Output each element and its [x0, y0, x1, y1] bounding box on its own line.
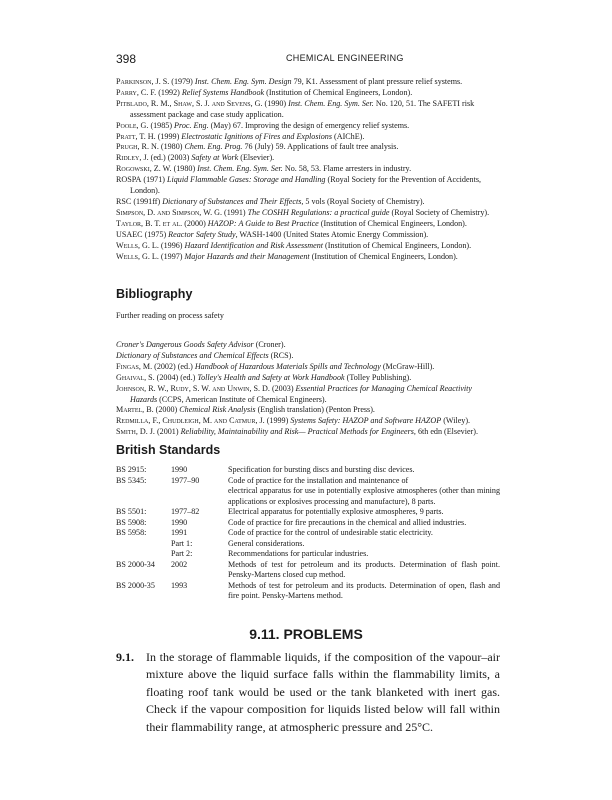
reference-author: Wells, G. L. — [116, 251, 159, 261]
problems-heading: 9.11. PROBLEMS — [249, 626, 363, 642]
reference-author: Parry, C. F. — [116, 87, 157, 97]
reference-ital: Systems Safety: HAZOP and Software HAZOP — [290, 416, 442, 426]
reference-author: Taylor, B. T. et al. — [116, 218, 183, 228]
reference-ital: Hazard Identification and Risk Assessment — [184, 240, 323, 250]
reference-ital: Inst. Chem. Eng. Sym. Ser. — [288, 98, 374, 108]
reference-rest: (1979) — [169, 77, 195, 86]
reference-list — [116, 77, 500, 262]
standard-year: 1993 — [171, 580, 188, 590]
reference-tail: (Elsevier). — [238, 153, 275, 163]
reference-ital: Liquid Flammable Gases: Storage and Handling — [166, 175, 326, 185]
reference-ital: Inst. Chem. Eng. Sym. Ser. — [197, 164, 283, 174]
standard-year: 1977–82 — [171, 507, 200, 516]
reference-entry — [116, 340, 500, 351]
reference-tail: (Institution of Chemical Engineers, London). — [309, 251, 458, 261]
standard-row — [116, 518, 500, 529]
reference-entry — [116, 153, 500, 164]
standard-row — [116, 476, 500, 487]
reference-author: Fingas, M. — [116, 361, 153, 371]
reference-author: Poole, G. — [116, 120, 149, 130]
standard-row — [116, 581, 500, 602]
reference-ital: Safety at Work — [191, 153, 239, 163]
standard-row — [116, 528, 500, 539]
reference-rest: (2004) (ed.) — [154, 372, 198, 382]
reference-rest: (2000) — [182, 218, 208, 228]
reference-tail: No. 58, 53. Flame arresters in industry. — [282, 164, 412, 174]
reference-entry — [116, 362, 500, 373]
standard-row — [116, 507, 500, 518]
reference-entry — [116, 241, 500, 252]
reference-entry — [116, 142, 500, 153]
reference-tail: (Royal Society of Chemistry). — [389, 207, 490, 217]
reference-entry — [116, 351, 500, 362]
standard-year: 1990 — [171, 517, 188, 527]
reference-entry — [116, 99, 500, 121]
standard-row — [116, 486, 500, 507]
reference-tail: , WASH-1400 (United States Atomic Energy Commission). — [235, 229, 429, 239]
reference-ital: Tolley's Health and Safety at Work Handbook — [197, 372, 345, 382]
reference-rest: (1975) — [142, 229, 169, 239]
page-header — [116, 52, 496, 67]
reference-tail: (McGraw-Hill). — [380, 361, 435, 371]
standard-row — [116, 549, 500, 560]
reference-tail: (Institution of Chemical Engineers, London). — [323, 240, 472, 250]
standard-code: BS 2000-35 — [116, 580, 155, 590]
standard-desc: General considerations. — [228, 538, 305, 548]
reference-tail: (May) 67. Improving the design of emergency relief systems. — [208, 120, 410, 130]
standard-year: Part 1: — [171, 538, 193, 548]
reference-entry — [116, 384, 500, 406]
problem-9-1 — [116, 649, 500, 736]
reference-entry — [116, 208, 500, 219]
reference-ital: Inst. Chem. Eng. Sym. Design — [194, 77, 292, 86]
reference-ital: The COSHH Regulations: a practical guide — [247, 207, 390, 217]
standard-desc: Electrical apparatus for potentially explosive atmospheres, 9 parts. — [228, 507, 444, 516]
reference-author: Pratt, T. H. — [116, 131, 156, 141]
standard-desc: Specification for bursting discs and bursting disc devices. — [228, 465, 415, 474]
standard-desc: Methods of test for petroleum and its products. Determination of flash point. Pensky-Martens closed cup method. — [228, 559, 500, 579]
reference-entry — [116, 427, 500, 438]
standard-code: BS 5501: — [116, 507, 147, 516]
reference-rest: (1992) — [156, 87, 182, 97]
reference-tail: (Croner). — [253, 340, 286, 349]
standard-code: BS 2915: — [116, 465, 147, 474]
bibliography-note: Further reading on process safety — [116, 311, 224, 320]
reference-entry — [116, 405, 500, 416]
reference-entry — [116, 121, 500, 132]
running-title: CHEMICAL ENGINEERING — [286, 53, 404, 63]
reference-tail: 76 (July) 59. Applications of fault tree analysis. — [242, 142, 399, 152]
standard-row — [116, 465, 500, 476]
reference-rest: (ed.) (2003) — [148, 153, 192, 163]
reference-tail: (English translation) (Penton Press). — [255, 405, 375, 415]
standard-desc: Methods of test for petroleum and its products. Determination of open, flash and fire point. Pensky-Martens method. — [228, 580, 500, 600]
reference-ital: Handbook of Hazardous Materials Spills and Technology — [194, 361, 381, 371]
reference-tail: (RCS). — [268, 350, 294, 360]
reference-rest: (1991) — [222, 207, 248, 217]
reference-entry — [116, 197, 500, 208]
standard-desc: electrical apparatus for use in potentially explosive atmospheres (other than mining applications or explosives processing and manufacture), 8 parts. — [228, 486, 500, 506]
reference-author: Ghaival, S. — [116, 372, 155, 382]
reference-tail: (Wiley). — [441, 416, 471, 426]
reference-rest: (1990) — [262, 98, 289, 108]
reference-entry — [116, 416, 500, 427]
standard-row — [116, 560, 500, 581]
reference-rest: (1980) — [158, 142, 185, 152]
reference-entry — [116, 132, 500, 143]
reference-ital: Essential Practices for Managing Chemical Reactivity Hazards — [130, 383, 472, 404]
reference-author: Smith, D. J. — [116, 427, 155, 437]
reference-author: ROSPA — [116, 175, 142, 185]
reference-rest: (2003) — [269, 383, 296, 393]
reference-rest: (2000) — [153, 405, 180, 415]
reference-rest: (1985) — [148, 120, 175, 130]
reference-tail: (CCPS, American Institute of Chemical Engineers). — [157, 394, 327, 404]
standard-year: 2002 — [171, 559, 188, 569]
british-standards-table — [116, 465, 500, 602]
reference-entry — [116, 88, 500, 99]
reference-author: Johnson, R. W., Rudy, S. W. and Unwin, S. D. — [116, 383, 270, 393]
standard-code: BS 2000-34 — [116, 559, 155, 569]
reference-tail: , 6th edn (Elsevier). — [413, 427, 478, 437]
reference-rest: (2002) (ed.) — [152, 361, 195, 371]
reference-entry — [116, 252, 500, 263]
standard-desc: Code of practice for the control of undesirable static electricity. — [228, 528, 433, 537]
reference-rest: (2001) — [154, 427, 181, 437]
reference-tail: , 5 vols (Royal Society of Chemistry). — [301, 196, 425, 206]
reference-ital: Dictionary of Substances and Their Effects — [162, 196, 302, 206]
standard-year: 1990 — [171, 465, 188, 474]
reference-ital: Proc. Eng. — [174, 120, 209, 130]
reference-author: USAEC — [116, 229, 143, 239]
reference-ital: Chemical Risk Analysis — [179, 405, 256, 415]
problem-number: 9.1. — [116, 650, 134, 664]
reference-author: Prugh, R. N. — [116, 142, 159, 152]
reference-rest: (1991ff) — [131, 196, 163, 206]
reference-tail: 79, K1. Assessment of plant pressure relief systems. — [291, 77, 463, 86]
british-standards-heading: British Standards — [116, 443, 221, 457]
reference-entry — [116, 175, 500, 197]
reference-tail: (AIChE). — [332, 131, 365, 141]
reference-rest: (1997) — [158, 251, 185, 261]
standard-code: BS 5345: — [116, 475, 147, 485]
reference-ital: Reliability, Maintainability and Risk— Practical Methods for Engineers — [180, 427, 414, 437]
reference-ital: Major Hazards and their Management — [184, 251, 310, 261]
reference-entry — [116, 219, 500, 230]
reference-entry — [116, 164, 500, 175]
reference-entry — [116, 373, 500, 384]
standard-year: 1991 — [171, 528, 188, 537]
standard-year: Part 2: — [171, 549, 193, 558]
reference-author: RSC — [116, 196, 132, 206]
reference-rest: (1999) — [155, 131, 182, 141]
standard-desc: Recommendations for particular industries. — [228, 549, 369, 558]
reference-author: Ridley, J. — [116, 153, 149, 163]
standard-code: BS 5908: — [116, 517, 147, 527]
problem-text: In the storage of flammable liquids, if the composition of the vapour–air mixture above the liquid surface falls within the flammability limits, a floating roof tank would be used or the tank blanketed with inert gas. Check if the vapour composition for liquids listed below will fall within their flammability range, at atmospheric pressure and 25°C. — [146, 650, 500, 734]
reference-rest: (1996) — [158, 240, 185, 250]
reference-ital: Electrostatic Ignitions of Fires and Explosions — [181, 131, 332, 141]
reference-author: Martel, B. — [116, 405, 154, 415]
standard-year: 1977–90 — [171, 475, 200, 485]
reference-author: Rogowski, Z. W. — [116, 164, 172, 174]
reference-tail: (Royal Society for the Prevention of Accidents, London). — [130, 175, 482, 196]
reference-tail: (Institution of Chemical Engineers, London). — [318, 218, 467, 228]
reference-ital: Chem. Eng. Prog. — [184, 142, 243, 152]
reference-entry — [116, 77, 500, 88]
reference-rest: (1980) — [171, 164, 198, 174]
page-number: 398 — [116, 52, 137, 66]
reference-ital: Relief Systems Handbook — [181, 87, 265, 97]
reference-tail: (Institution of Chemical Engineers, London). — [264, 87, 413, 97]
reference-author: Pitblado, R. M., Shaw, S. J. and Sevens, G. — [116, 98, 263, 108]
reference-ital: Dictionary of Substances and Chemical Effects — [116, 350, 269, 360]
reference-author: Parkinson, J. S. — [116, 77, 170, 86]
reference-entry — [116, 230, 500, 241]
bibliography-heading: Bibliography — [116, 287, 193, 301]
reference-tail: No. 120, 51. The SAFETI risk assessment package and case study application. — [130, 98, 475, 119]
reference-author: Simpson, D. and Simpson, W. G. — [116, 207, 223, 217]
reference-ital: Croner's Dangerous Goods Safety Advisor — [116, 340, 254, 349]
reference-author: Wells, G. L. — [116, 240, 159, 250]
standard-desc: Code of practice for the installation and maintenance of — [228, 475, 409, 485]
reference-rest: (1999) — [264, 416, 291, 426]
reference-ital: HAZOP: A Guide to Best Practice — [207, 218, 319, 228]
reference-author: Redmilla, F., Chudleigh, M. and Catmur, J. — [116, 416, 265, 426]
standard-desc: Code of practice for fire precautions in the chemical and allied industries. — [228, 517, 467, 527]
standard-code: BS 5958: — [116, 528, 147, 537]
standard-row — [116, 539, 500, 550]
bibliography-list — [116, 340, 500, 438]
reference-ital: Reactor Safety Study — [168, 229, 236, 239]
reference-tail: (Tolley Publishing). — [344, 372, 412, 382]
reference-rest: (1971) — [141, 175, 167, 185]
